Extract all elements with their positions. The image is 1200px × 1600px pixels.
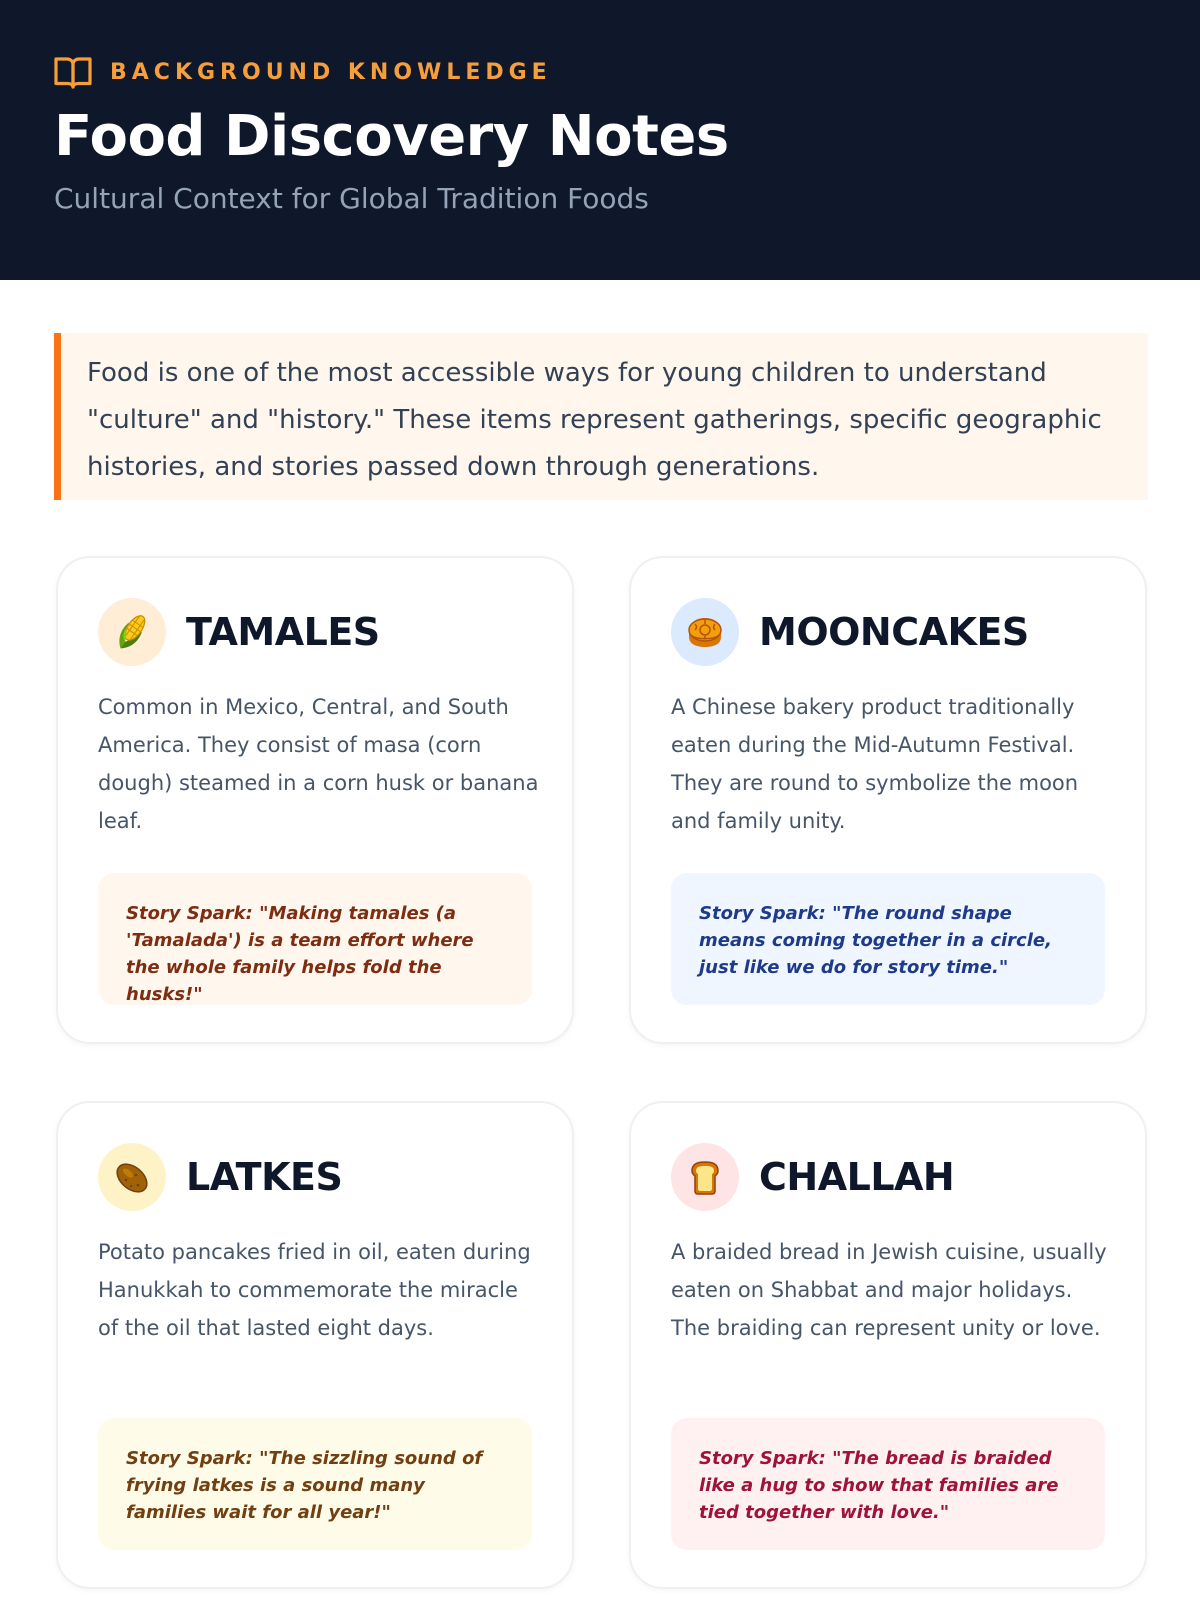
page-header [0, 0, 1200, 280]
story-spark-text: Story Spark: "The bread is braided like a hug to show that families are tied together with love." [699, 1448, 1059, 1523]
eyebrow [54, 54, 552, 90]
story-spark [671, 1418, 1105, 1550]
story-spark-text: Story Spark: "The sizzling sound of frying latkes is a sound many families wait for all year!" [126, 1448, 483, 1523]
mooncake-icon [671, 598, 739, 666]
open-book-icon [54, 54, 92, 90]
potato-icon [98, 1143, 166, 1211]
card-description: Common in Mexico, Central, and South America. They consist of masa (corn dough) steamed in a corn husk or banana leaf. [98, 695, 539, 833]
story-spark [671, 873, 1105, 1005]
eyebrow-label: BACKGROUND KNOWLEDGE [110, 59, 552, 85]
page-title: Food Discovery Notes [54, 104, 729, 169]
food-card-tamales [56, 556, 574, 1044]
food-card-mooncakes [629, 556, 1147, 1044]
card-description: Potato pancakes fried in oil, eaten during Hanukkah to commemorate the miracle of the oil that lasted eight days. [98, 1240, 531, 1340]
corn-icon [98, 598, 166, 666]
intro-callout [54, 333, 1148, 500]
card-title: TAMALES [186, 610, 380, 654]
card-title: MOONCAKES [759, 610, 1029, 654]
card-description: A Chinese bakery product traditionally eaten during the Mid-Autumn Festival. They are round to symbolize the moon and family unity. [671, 695, 1079, 833]
card-title: LATKES [186, 1155, 343, 1199]
food-card-challah [629, 1101, 1147, 1589]
story-spark-text: Story Spark: "The round shape means coming together in a circle, just like we do for story time." [699, 903, 1052, 978]
card-description: A braided bread in Jewish cuisine, usually eaten on Shabbat and major holidays. The braiding can represent unity or love. [671, 1240, 1107, 1340]
story-spark [98, 1418, 532, 1550]
bread-icon [671, 1143, 739, 1211]
card-title: CHALLAH [759, 1155, 955, 1199]
story-spark [98, 873, 532, 1005]
intro-text: Food is one of the most accessible ways for young children to understand "culture" and "history." These items represent gatherings, specific geographic histories, and stories passed down through generations. [87, 358, 1102, 482]
page-subtitle: Cultural Context for Global Tradition Foods [54, 182, 649, 215]
food-card-latkes [56, 1101, 574, 1589]
story-spark-text: Story Spark: "Making tamales (a 'Tamalada') is a team effort where the whole family helps fold the husks!" [126, 903, 474, 1005]
